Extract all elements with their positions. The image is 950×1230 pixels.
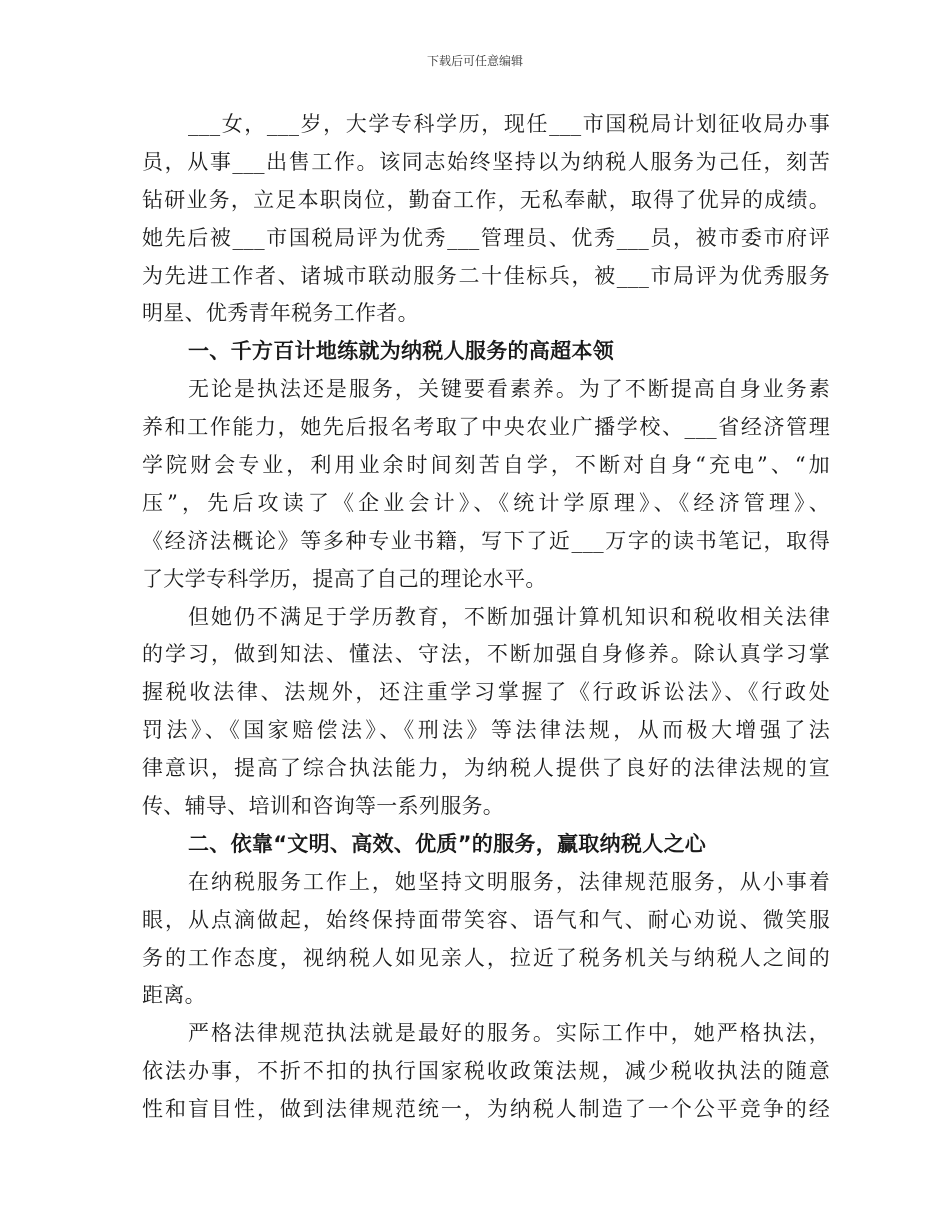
paragraph-line: 距离。	[142, 983, 206, 1008]
paragraph-line: 养和工作能力，她先后报名考取了中央农业广播学校、___省经济管理	[142, 415, 830, 440]
paragraph-line: 眼，从点滴做起，始终保持面带笑容、语气和气、耐心劝说、微笑服	[142, 907, 830, 932]
paragraph-line: 员，从事___出售工作。该同志始终坚持以为纳税人服务为己任，刻苦	[142, 149, 830, 174]
paragraph-line: ___女，___岁，大学专科学历，现任___市国税局计划征收局办事	[188, 112, 830, 136]
paragraph-line: 但她仍不满足于学历教育，不断加强计算机知识和税收相关法律	[188, 604, 830, 629]
section-heading: 一、千方百计地练就为纳税人服务的高超本领	[188, 339, 614, 364]
paragraph-line: 无论是执法还是服务，关键要看素养。为了不断提高自身业务素	[188, 377, 830, 402]
paragraph-line: 学院财会专业，利用业余时间刻苦自学，不断对自身“充电”、“加	[142, 453, 830, 478]
paragraph-line: 了大学专科学历，提高了自己的理论水平。	[142, 566, 547, 591]
paragraph-line: 握税收法律、法规外，还注重学习掌握了《行政诉讼法》、《行政处	[142, 680, 830, 705]
document-body	[142, 106, 830, 1129]
paragraph-line: 在纳税服务工作上，她坚持文明服务，法律规范服务，从小事着	[188, 869, 830, 894]
paragraph-line: 严格法律规范执法就是最好的服务。实际工作中，她严格执法，	[188, 1021, 830, 1046]
paragraph-line: 罚法》、《国家赔偿法》、《刑法》等法律法规，从而极大增强了法	[142, 718, 830, 743]
paragraph-line: 的学习，做到知法、懂法、守法，不断加强自身修养。除认真学习掌	[142, 642, 830, 667]
paragraph-line: 依法办事，不折不扣的执行国家税收政策法规，减少税收执法的随意	[142, 1059, 830, 1084]
paragraph-line: 律意识，提高了综合执法能力，为纳税人提供了良好的法律法规的宣	[142, 756, 830, 781]
page-header: 下载后可任意编辑	[426, 54, 523, 68]
paragraph-line: 《经济法概论》等多种专业书籍，写下了近___万字的读书笔记，取得	[142, 528, 830, 553]
paragraph-line: 务的工作态度，视纳税人如见亲人，拉近了税务机关与纳税人之间的	[142, 945, 830, 970]
paragraph-line: 明星、优秀青年税务工作者。	[142, 301, 419, 326]
paragraph-line: 压”，先后攻读了《企业会计》、《统计学原理》、《经济管理》、	[142, 490, 830, 515]
paragraph-line: 性和盲目性，做到法律规范统一，为纳税人制造了一个公平竞争的经	[142, 1097, 830, 1122]
paragraph-line: 钻研业务，立足本职岗位，勤奋工作，无私奉献，取得了优异的成绩。	[142, 187, 830, 212]
section-heading: 二、依靠“文明、高效、优质”的服务，赢取纳税人之心	[188, 831, 707, 856]
paragraph-line: 为先进工作者、诸城市联动服务二十佳标兵，被___市局评为优秀服务	[142, 263, 830, 288]
paragraph-line: 传、辅导、培训和咨询等一系列服务。	[142, 794, 505, 819]
paragraph-line: 她先后被___市国税局评为优秀___管理员、优秀___员，被市委市府评	[142, 225, 830, 250]
